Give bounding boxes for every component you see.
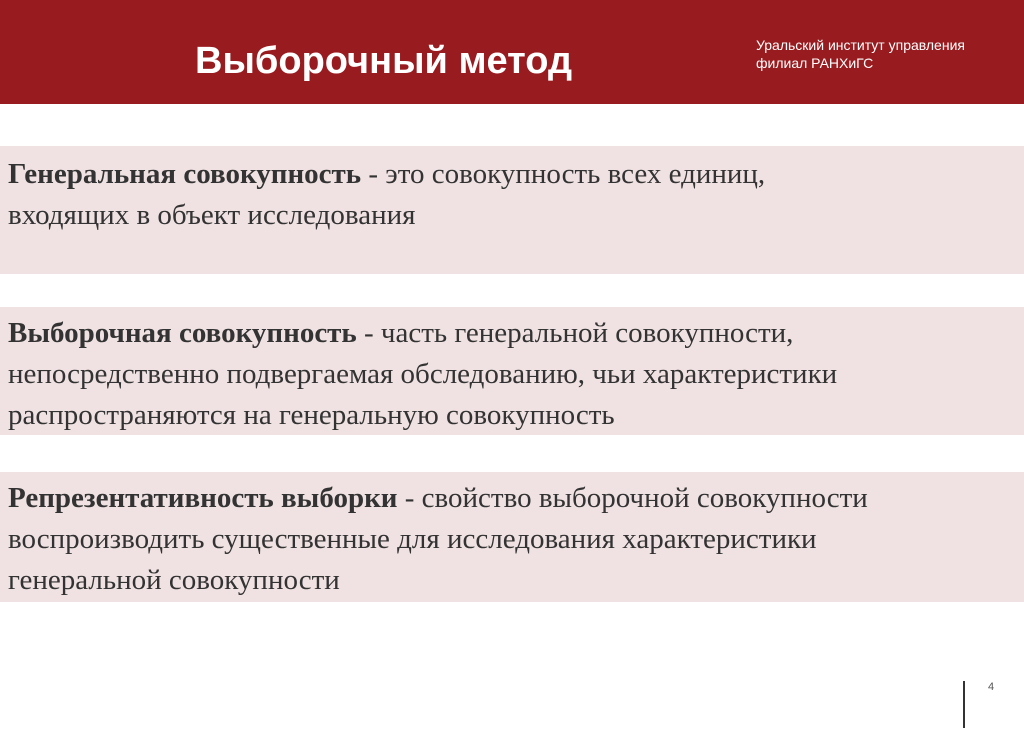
- definition-general-population: [0, 146, 1024, 274]
- page-divider: [963, 681, 965, 728]
- definition-line: генеральной совокупности: [8, 564, 340, 596]
- definition-sample-population: [0, 307, 1024, 435]
- page-number: 4: [988, 681, 995, 693]
- institute-line-1: Уральский институт управления: [756, 37, 965, 53]
- definition-text: - свойство выборочной совокупности: [397, 482, 868, 514]
- definition-term: Генеральная совокупность: [8, 158, 362, 190]
- definition-line: [8, 478, 1016, 519]
- institute-line-2: филиал РАНХиГС: [756, 55, 874, 71]
- definition-line: распространяются на генеральную совокупность: [8, 399, 615, 431]
- definition-representativeness: [0, 472, 1024, 602]
- definition-term: Репрезентативность выборки: [8, 482, 398, 514]
- definition-text: - это совокупность всех единиц,: [361, 158, 766, 190]
- page-title: Выборочный метод: [195, 40, 573, 82]
- definition-line: непосредственно подвергаемая обследованию, чьи характеристики: [8, 358, 838, 390]
- definition-line: [8, 154, 1016, 195]
- definition-line: [8, 313, 1016, 354]
- definition-text: - часть генеральной совокупности,: [356, 317, 794, 349]
- definition-term: Выборочная совокупность: [8, 317, 357, 349]
- definition-line: входящих в объект исследования: [8, 199, 416, 231]
- institute-label: [756, 36, 965, 72]
- header-banner: [0, 0, 1024, 104]
- definition-line: воспроизводить существенные для исследования характеристики: [8, 523, 817, 555]
